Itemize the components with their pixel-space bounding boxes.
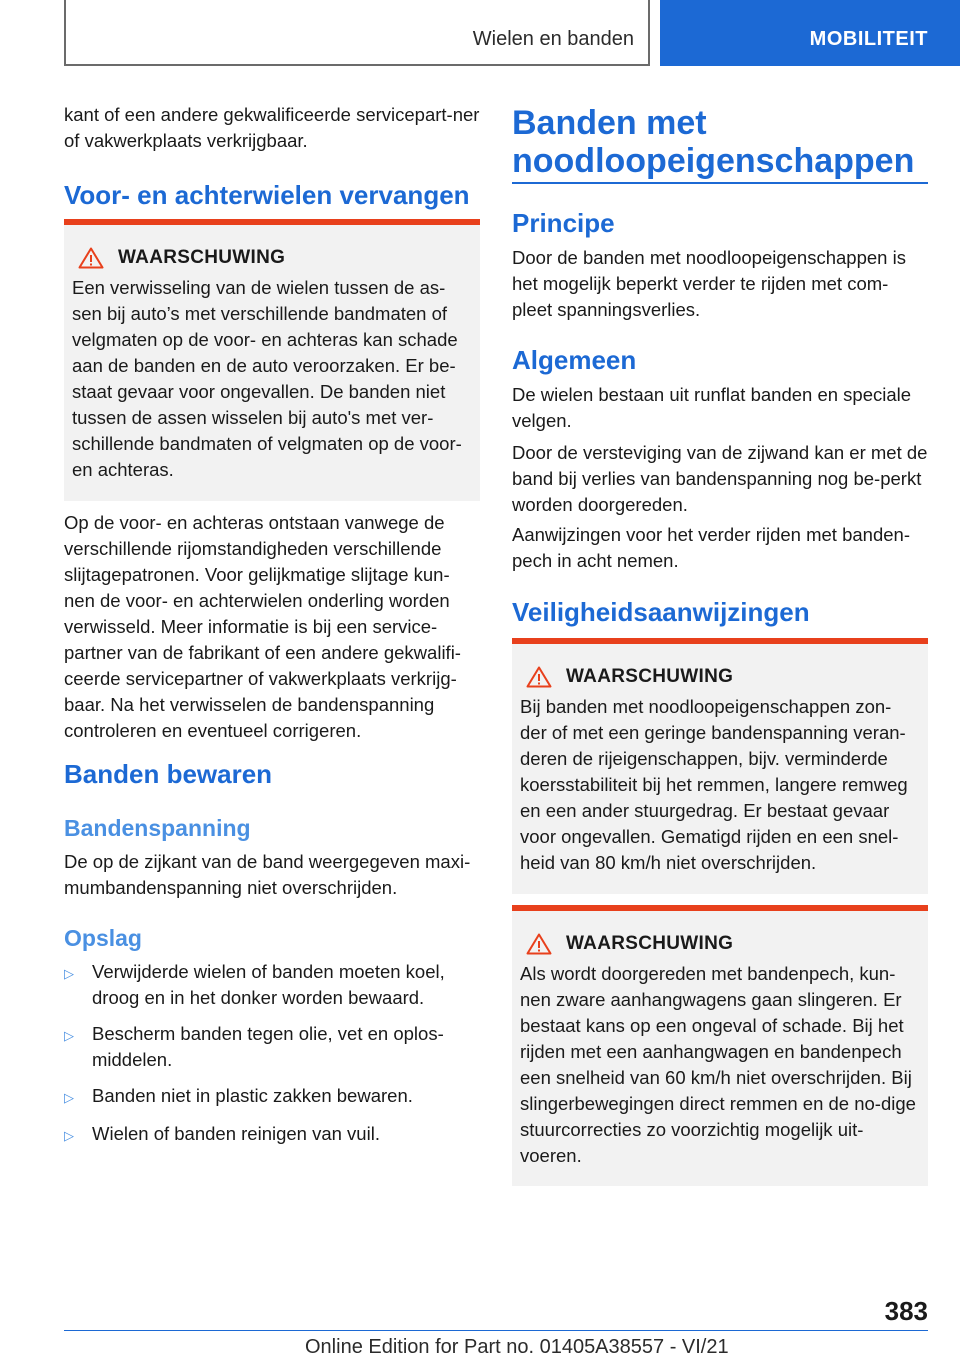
storage-list — [64, 959, 480, 1159]
warning-triangle-icon — [78, 247, 104, 269]
list-item: ▷ Bescherm banden tegen olie, vet en oplos-middelen. — [64, 1021, 480, 1073]
heading-safety: Veiligheidsaanwijzingen — [512, 597, 810, 627]
general-paragraph-1: De wielen bestaan uit runflat banden en speciale velgen. — [512, 384, 912, 431]
general-paragraph-2: Door de versteviging van de zijwand kan er met de band bij verlies van bandenspanning nog be-perkt worden doorgereden. — [512, 442, 928, 515]
warning-header — [78, 247, 470, 269]
heading-store-tires: Banden bewaren — [64, 759, 273, 789]
list-item: ▷ Wielen of banden reinigen van vuil. — [64, 1121, 480, 1149]
heading-general: Algemeen — [512, 345, 637, 375]
heading-swap-wheels: Voor- en achterwielen vervangen — [64, 180, 470, 210]
warning-title: WAARSCHUWING — [566, 666, 734, 687]
triangle-bullet-icon: ▷ — [64, 1128, 74, 1143]
warning-triangle-icon — [526, 933, 552, 955]
heading-storage: Opslag — [64, 925, 142, 951]
warning-title: WAARSCHUWING — [566, 933, 734, 954]
heading-tire-pressure: Bandenspanning — [64, 815, 251, 841]
swap-paragraph: Op de voor- en achteras ontstaan vanwege de verschillende rijomstandigheden verschillende slijtagepatronen. Voor gelijkmatige slijtage kun-nen de voor- en achterwielen onderling worden verwisseld. Meer informatie is bij een service-partner van de fabrikant of een andere gekwalifi-ceerde servicepartner of vakwerkplaats verkrijg-baar. Na het verwisselen de bandenspanning controleren en eventueel corrigeren. — [64, 512, 461, 741]
chapter-title: Wielen en banden — [472, 28, 634, 50]
warning-box-3 — [512, 905, 928, 1186]
intro-paragraph: kant of een andere gekwalificeerde servicepart-ner of vakwerkplaats verkrijgbaar. — [64, 104, 480, 151]
warning-header — [526, 933, 918, 955]
pressure-paragraph: De op de zijkant van de band weergegeven maxi-mumbandenspanning niet overschrijden. — [64, 851, 471, 898]
warning-box-1 — [64, 219, 480, 501]
warning-text: Bij banden met noodloopeigenschappen zon-der of met een geringe bandenspanning veran-deren de rijeigenschappen, bijv. verminderde koersstabiliteit bij het remmen, langere remweg en een ander stuurgedrag. Er bestaat gevaar voor ongevallen. Gematigd rijden en een snel-heid van 80 km/h niet overschrijden. — [520, 696, 908, 873]
principle-paragraph: Door de banden met noodloopeigenschappen is het mogelijk beperkt verder te rijden met com-pleet spanningsverlies. — [512, 247, 906, 320]
main-heading-line-2: noodloopeigenschappen — [512, 142, 915, 180]
header-section-box — [660, 0, 960, 66]
general-paragraph-3: Aanwijzingen voor het verder rijden met banden-pech in acht nemen. — [512, 524, 910, 571]
page-number: 383 — [884, 1296, 928, 1326]
warning-header — [526, 666, 918, 688]
warning-text: Als wordt doorgereden met bandenpech, kun-nen zware aanhangwagens gaan slingeren. Er bestaat kans op een ongeval of schade. Bij het rijden met een aanhangwagen en bandenpech een snelheid van 60 km/h niet overschrijden. Bij slingerbewegingen direct remmen en de no-dige stuurcorrecties zo voorzichtig mogelijk uit-voeren. — [520, 963, 916, 1166]
main-heading-line-1: Banden met — [512, 104, 707, 142]
heading-principle: Principe — [512, 208, 615, 238]
warning-triangle-icon — [526, 666, 552, 688]
footer-edition: Online Edition for Part no. 01405A38557 - VI/21 — [305, 1336, 729, 1358]
triangle-bullet-icon: ▷ — [64, 966, 74, 981]
warning-box-2 — [512, 638, 928, 894]
list-item: ▷ Banden niet in plastic zakken bewaren. — [64, 1083, 480, 1111]
list-item: ▷ Verwijderde wielen of banden moeten koel, droog en in het donker worden bewaard. — [64, 959, 480, 1011]
footer-divider — [64, 1330, 928, 1331]
header-chapter-box — [64, 0, 650, 66]
triangle-bullet-icon: ▷ — [64, 1090, 74, 1105]
warning-text: Een verwisseling van de wielen tussen de as-sen bij auto’s met verschillende bandmaten of velgmaten op de voor- en achteras kan schade aan de banden en de auto veroorzaken. Er be-staat gevaar voor ongevallen. De banden niet tussen de assen wisselen bij auto's met ver-schillende bandmaten of velgmaten op de voor- en achteras. — [72, 277, 462, 480]
warning-title: WAARSCHUWING — [118, 247, 286, 268]
triangle-bullet-icon: ▷ — [64, 1028, 74, 1043]
section-title: MOBILITEIT — [809, 28, 928, 50]
heading-divider — [512, 182, 928, 184]
